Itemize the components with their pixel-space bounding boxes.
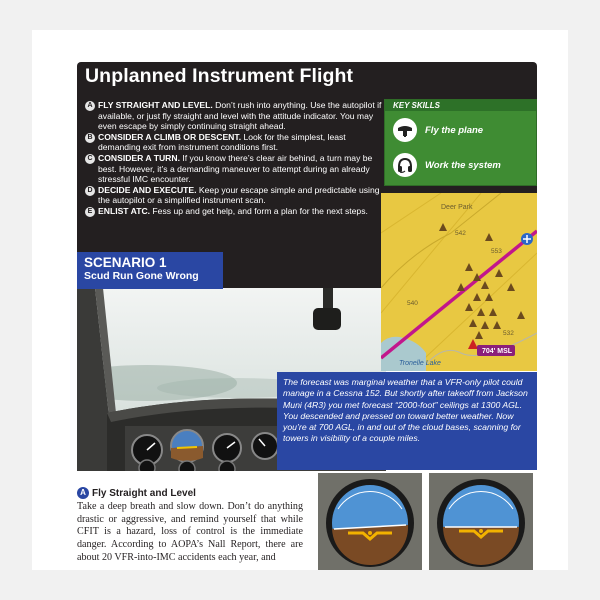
steps-list: [85, 100, 385, 217]
svg-text:540: 540: [407, 300, 418, 307]
scenario-subtitle: Scud Run Gone Wrong: [84, 270, 199, 282]
step-badge: C: [85, 154, 95, 164]
key-skills-box: [384, 99, 537, 186]
step-text: Fess up and get help, and form a plan for the next steps.: [150, 205, 368, 216]
step-text: If you know there’s clear air behind, a turn may be best. However, it’s a demanding maneuver to attempt during an already stressful IMC encounter.: [98, 152, 373, 185]
magazine-page: [32, 30, 568, 570]
step-badge: B: [85, 133, 95, 143]
skill-label: Work the system: [425, 159, 501, 171]
step-item: [85, 206, 385, 217]
attitude-indicator-photo: [429, 473, 533, 570]
article-heading: [77, 487, 196, 499]
svg-text:Deer Park: Deer Park: [441, 204, 473, 211]
svg-text:Tronelle Lake: Tronelle Lake: [399, 360, 441, 367]
scenario-title: SCENARIO 1: [84, 255, 167, 270]
article-heading-text: Fly Straight and Level: [92, 487, 196, 499]
key-skills-title: KEY SKILLS: [385, 100, 536, 111]
step-item: [85, 153, 385, 185]
step-badge: A: [85, 101, 95, 111]
skill-item: [393, 117, 483, 143]
step-lead: DECIDE AND EXECUTE.: [98, 184, 197, 195]
svg-text:532: 532: [503, 330, 514, 337]
plane-marker: [521, 233, 533, 245]
headset-icon: [393, 153, 417, 177]
step-item: [85, 100, 385, 132]
scenario-tag: [77, 252, 223, 289]
svg-text:542: 542: [455, 230, 466, 237]
step-badge: D: [85, 186, 95, 196]
sectional-map: [381, 193, 537, 371]
step-lead: CONSIDER A CLIMB OR DESCENT.: [98, 131, 242, 142]
step-lead: ENLIST ATC.: [98, 205, 151, 216]
step-text: Don’t rush into anything. Use the autopilot if available, or just fly straight and level with the attitude indicator. You may even escape by simply continuing straight ahead.: [98, 100, 382, 132]
step-item: [85, 185, 385, 206]
step-text: Keep your escape simple and predictable using the autopilot or a simplified instrument scan.: [98, 184, 380, 206]
steering-yoke-icon: [393, 118, 417, 142]
article-body: Take a deep breath and slow down. Don’t do anything drastic or aggressive, and remind yourself that while CFIT is a hazard, loss of control is the immediate danger. According to AOPA’s Nall Report, there are about 20 VFR-into-IMC accidents each year, and: [77, 501, 303, 563]
step-lead: FLY STRAIGHT AND LEVEL.: [98, 100, 213, 110]
step-badge: E: [85, 207, 95, 217]
step-text: Look for the simplest, least demanding exit from instrument conditions first.: [98, 131, 346, 153]
attitude-gauge: [171, 430, 203, 462]
article-badge: A: [77, 487, 89, 499]
step-item: [85, 132, 385, 153]
svg-text:553: 553: [491, 248, 502, 255]
step-lead: CONSIDER A TURN.: [98, 152, 180, 163]
skill-label: Fly the plane: [425, 124, 484, 136]
svg-text:704' MSL: 704' MSL: [482, 348, 513, 355]
attitude-indicator-photo: [318, 473, 422, 570]
page-title: Unplanned Instrument Flight: [85, 65, 354, 87]
skill-item: [393, 152, 501, 178]
scenario-caption: The forecast was marginal weather that a VFR-only pilot could manage in a Cessna 152. But shortly after takeoff from Jackson Muni (4R3) you met forecast “2000-foot” ceilings at 1300 AGL. You descended and pressed on toward better weather. Now you’re at 700 AGL, in and out of the cloud bases, scanning for towers in visibility of a couple miles.: [277, 372, 537, 470]
